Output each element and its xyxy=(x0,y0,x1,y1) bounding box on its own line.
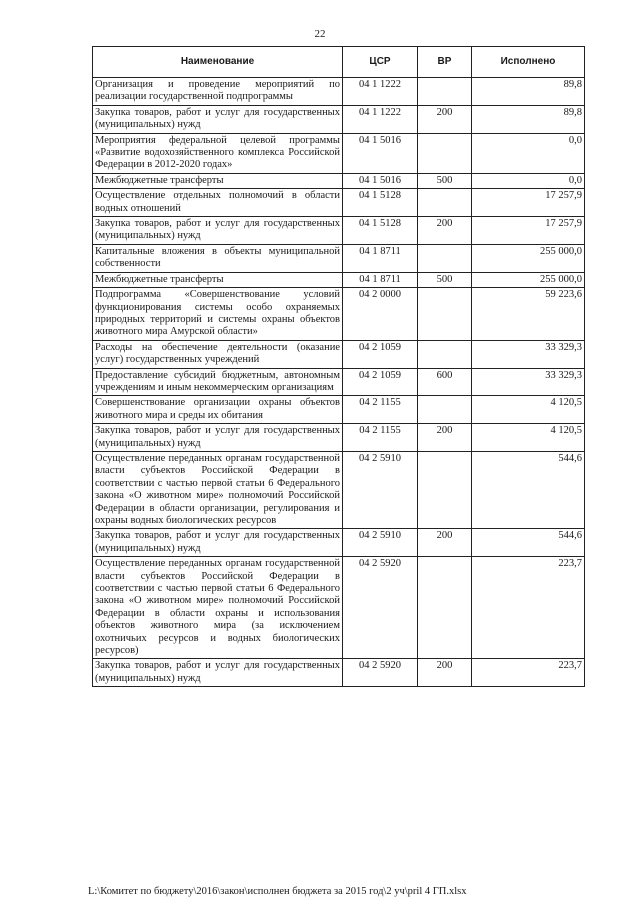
row-vr-cell xyxy=(418,189,472,217)
row-csr-cell: 04 2 1059 xyxy=(343,340,418,368)
row-name-cell: Межбюджетные трансферты xyxy=(93,272,343,287)
row-name-cell: Закупка товаров, работ и услуг для государственных (муниципальных) нужд xyxy=(93,659,343,687)
row-csr-cell: 04 1 5128 xyxy=(343,189,418,217)
table-row xyxy=(93,368,585,396)
row-name-cell: Закупка товаров, работ и услуг для государственных (муниципальных) нужд xyxy=(93,529,343,557)
row-csr-cell: 04 2 5920 xyxy=(343,557,418,659)
row-name-cell: Организация и проведение мероприятий по реализации государственной подпрограммы xyxy=(93,78,343,106)
row-vr-cell: 500 xyxy=(418,173,472,188)
table-row xyxy=(93,557,585,659)
row-name-cell: Осуществление переданных органам государственной власти субъектов Российской Федерации в соответствии с частью первой статьи 6 Федерального закона «О животном мире» полномочий Российской Федерации в области организации, регулирования и охраны водных биологических ресурсов xyxy=(93,451,343,528)
table-row xyxy=(93,244,585,272)
row-vr-cell xyxy=(418,557,472,659)
row-executed-cell: 255 000,0 xyxy=(472,244,585,272)
row-csr-cell: 04 1 5128 xyxy=(343,217,418,245)
row-csr-cell: 04 1 1222 xyxy=(343,105,418,133)
row-vr-cell: 200 xyxy=(418,105,472,133)
table-row xyxy=(93,288,585,341)
row-csr-cell: 04 1 8711 xyxy=(343,244,418,272)
row-csr-cell: 04 2 5910 xyxy=(343,451,418,528)
table-row xyxy=(93,189,585,217)
row-executed-cell: 0,0 xyxy=(472,133,585,173)
row-vr-cell xyxy=(418,288,472,341)
column-header-csr: ЦСР xyxy=(343,47,418,78)
row-executed-cell: 223,7 xyxy=(472,659,585,687)
column-header-vr: ВР xyxy=(418,47,472,78)
row-name-cell: Совершенствование организации охраны объектов животного мира и среды их обитания xyxy=(93,396,343,424)
row-vr-cell xyxy=(418,396,472,424)
row-executed-cell: 17 257,9 xyxy=(472,189,585,217)
row-name-cell: Мероприятия федеральной целевой программы «Развитие водохозяйственного комплекса Российской Федерации в 2012-2020 годах» xyxy=(93,133,343,173)
row-name-cell: Межбюджетные трансферты xyxy=(93,173,343,188)
row-csr-cell: 04 2 5910 xyxy=(343,529,418,557)
row-executed-cell: 89,8 xyxy=(472,78,585,106)
row-executed-cell: 4 120,5 xyxy=(472,396,585,424)
row-csr-cell: 04 1 1222 xyxy=(343,78,418,106)
row-vr-cell xyxy=(418,340,472,368)
table-row xyxy=(93,659,585,687)
row-executed-cell: 59 223,6 xyxy=(472,288,585,341)
row-csr-cell: 04 2 5920 xyxy=(343,659,418,687)
row-csr-cell: 04 2 1059 xyxy=(343,368,418,396)
table-row xyxy=(93,340,585,368)
table-row xyxy=(93,529,585,557)
row-name-cell: Осуществление отдельных полномочий в области водных отношений xyxy=(93,189,343,217)
row-vr-cell: 200 xyxy=(418,424,472,452)
row-csr-cell: 04 2 0000 xyxy=(343,288,418,341)
table-row xyxy=(93,424,585,452)
table-body xyxy=(93,78,585,687)
table-row xyxy=(93,396,585,424)
row-csr-cell: 04 2 1155 xyxy=(343,424,418,452)
row-vr-cell: 200 xyxy=(418,529,472,557)
row-vr-cell: 200 xyxy=(418,217,472,245)
row-executed-cell: 4 120,5 xyxy=(472,424,585,452)
table-row xyxy=(93,173,585,188)
table-row xyxy=(93,217,585,245)
row-executed-cell: 33 329,3 xyxy=(472,368,585,396)
row-vr-cell: 500 xyxy=(418,272,472,287)
row-executed-cell: 17 257,9 xyxy=(472,217,585,245)
row-vr-cell xyxy=(418,451,472,528)
row-csr-cell: 04 1 5016 xyxy=(343,133,418,173)
row-executed-cell: 0,0 xyxy=(472,173,585,188)
row-name-cell: Капитальные вложения в объекты муниципальной собственности xyxy=(93,244,343,272)
page-number: 22 xyxy=(314,28,326,40)
row-csr-cell: 04 2 1155 xyxy=(343,396,418,424)
row-vr-cell xyxy=(418,78,472,106)
column-header-executed: Исполнено xyxy=(472,47,585,78)
table-row xyxy=(93,78,585,106)
row-name-cell: Закупка товаров, работ и услуг для государственных (муниципальных) нужд xyxy=(93,105,343,133)
row-executed-cell: 544,6 xyxy=(472,451,585,528)
row-vr-cell: 200 xyxy=(418,659,472,687)
row-executed-cell: 223,7 xyxy=(472,557,585,659)
row-name-cell: Осуществление переданных органам государственной власти субъектов Российской Федерации в соответствии с частью первой статьи 6 Федерального закона «О животном мире» полномочий Российской Федерации в области охраны и использования объектов животного мира (за исключением охотничьих ресурсов и водных биологических ресурсов) xyxy=(93,557,343,659)
row-csr-cell: 04 1 5016 xyxy=(343,173,418,188)
row-name-cell: Предоставление субсидий бюджетным, автономным учреждениям и иным некоммерческим организациям xyxy=(93,368,343,396)
row-vr-cell xyxy=(418,244,472,272)
row-name-cell: Подпрограмма «Совершенствование условий функционирования системы особо охраняемых природных территорий и системы охраны объектов животного мира Амурской области» xyxy=(93,288,343,341)
file-path-footer: L:\Комитет по бюджету\2016\закон\исполнен бюджета за 2015 год\2 уч\pril 4 ГП.xlsx xyxy=(88,886,467,897)
table-row xyxy=(93,272,585,287)
table-row xyxy=(93,451,585,528)
row-name-cell: Расходы на обеспечение деятельности (оказание услуг) государственных учреждений xyxy=(93,340,343,368)
row-executed-cell: 89,8 xyxy=(472,105,585,133)
table-row xyxy=(93,133,585,173)
row-csr-cell: 04 1 8711 xyxy=(343,272,418,287)
budget-table xyxy=(92,46,585,687)
table-row xyxy=(93,105,585,133)
row-vr-cell xyxy=(418,133,472,173)
row-name-cell: Закупка товаров, работ и услуг для государственных (муниципальных) нужд xyxy=(93,424,343,452)
table-header-row xyxy=(93,47,585,78)
row-executed-cell: 255 000,0 xyxy=(472,272,585,287)
row-executed-cell: 544,6 xyxy=(472,529,585,557)
column-header-name: Наименование xyxy=(93,47,343,78)
row-vr-cell: 600 xyxy=(418,368,472,396)
row-name-cell: Закупка товаров, работ и услуг для государственных (муниципальных) нужд xyxy=(93,217,343,245)
row-executed-cell: 33 329,3 xyxy=(472,340,585,368)
